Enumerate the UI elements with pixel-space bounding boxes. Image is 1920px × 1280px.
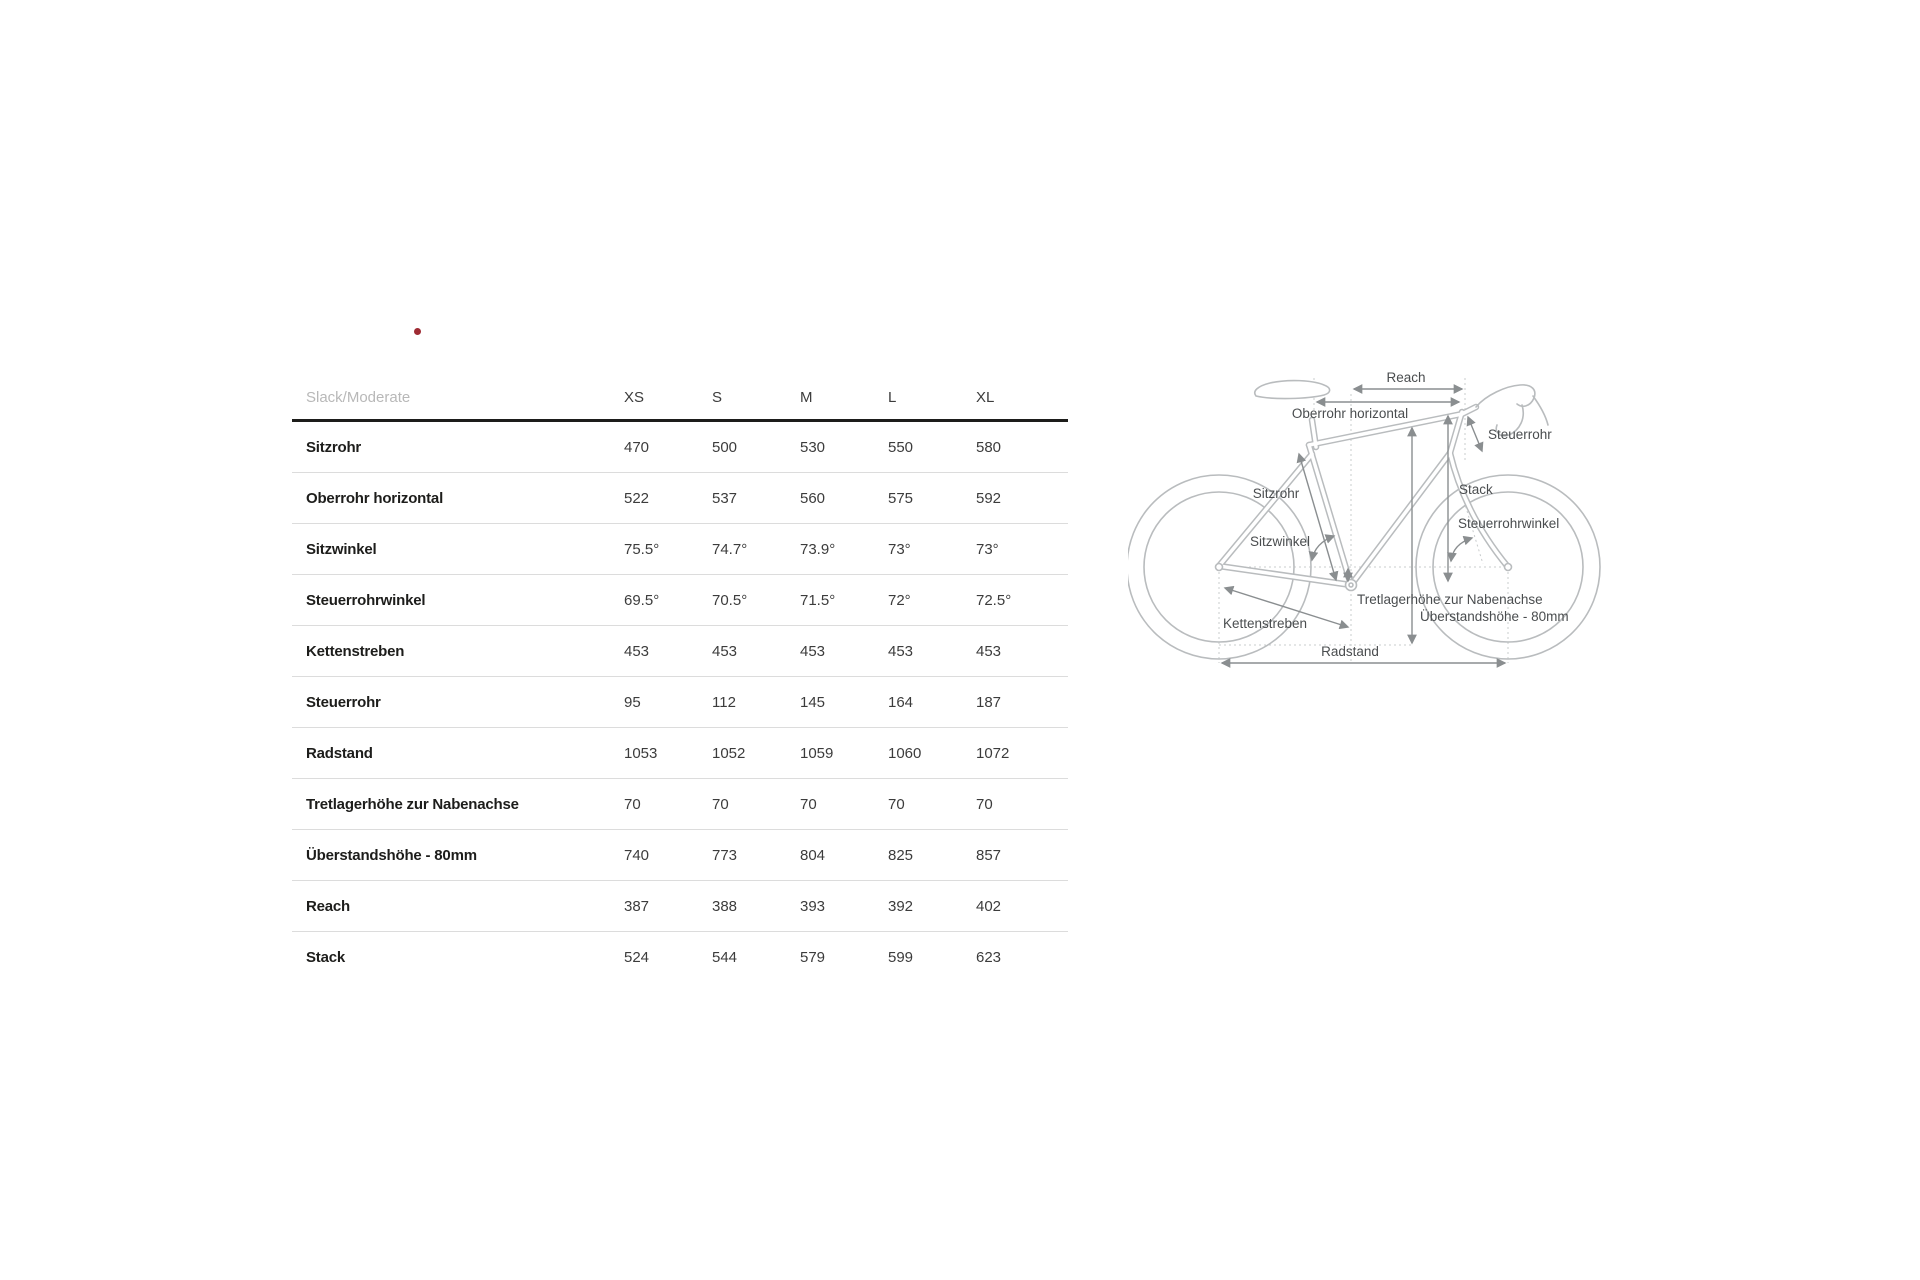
geo-value-cell: 70 [800, 795, 817, 813]
geo-value-cell: 392 [888, 897, 914, 915]
table-header-label: Slack/Moderate [306, 388, 411, 406]
geo-value-cell: 387 [624, 897, 650, 915]
geo-value-cell: 530 [800, 438, 826, 456]
geo-value-cell: 187 [976, 693, 1002, 711]
diagram-label-radstand: Radstand [1321, 644, 1379, 659]
geo-value-cell: 70 [624, 795, 641, 813]
row-label: Reach [306, 897, 351, 915]
row-label: Radstand [306, 744, 373, 762]
geo-value-cell: 145 [800, 693, 826, 711]
geo-value-cell: 70.5° [712, 591, 748, 609]
geo-value-cell: 453 [976, 642, 1002, 660]
geo-value-cell: 112 [712, 693, 736, 711]
table-header-row [292, 375, 1068, 422]
geo-value-cell: 804 [800, 846, 826, 864]
column-header-xs: XS [624, 388, 645, 406]
table-row-sitzwinkel [292, 524, 1068, 575]
geo-value-cell: 623 [976, 948, 1002, 966]
geo-value-cell: 524 [624, 948, 650, 966]
geo-value-cell: 592 [976, 489, 1002, 507]
table-row-kettenstreben [292, 626, 1068, 677]
geo-value-cell: 70 [888, 795, 905, 813]
row-label: Steuerrohr [306, 693, 381, 711]
row-label: Kettenstreben [306, 642, 405, 660]
row-label: Stack [306, 948, 346, 966]
table-row-ueberstandshoehe [292, 830, 1068, 881]
bike-geometry-diagram [1128, 350, 1698, 690]
geo-value-cell: 1072 [976, 744, 1010, 762]
geo-value-cell: 1052 [712, 744, 746, 762]
diagram-label-steuerrohr: Steuerrohr [1488, 427, 1552, 442]
column-header-s: S [712, 388, 723, 406]
geometry-table [292, 375, 1068, 982]
geo-value-cell: 537 [712, 489, 738, 507]
table-row-oberrohr [292, 473, 1068, 524]
diagram-label-sitzrohr: Sitzrohr [1252, 486, 1300, 501]
diagram-label-steuerrohrwinkel: Steuerrohrwinkel [1458, 516, 1560, 531]
geo-value-cell: 72° [888, 591, 911, 609]
geo-value-cell: 825 [888, 846, 914, 864]
geo-value-cell: 71.5° [800, 591, 836, 609]
geo-value-cell: 388 [712, 897, 738, 915]
diagram-label-oberrohr: Oberrohr horizontal [1291, 406, 1409, 421]
diagram-label-tretlagerhoehe: Tretlagerhöhe zur Nabenachse [1357, 592, 1543, 607]
row-label: Sitzwinkel [306, 540, 377, 558]
geo-value-cell: 453 [624, 642, 650, 660]
row-label: Überstandshöhe - 80mm [306, 846, 477, 864]
column-header-xl: XL [976, 388, 995, 406]
geo-value-cell: 74.7° [712, 540, 748, 558]
geo-value-cell: 550 [888, 438, 914, 456]
geo-value-cell: 857 [976, 846, 1002, 864]
column-header-l: L [888, 388, 897, 406]
row-label: Tretlagerhöhe zur Nabenachse [306, 795, 519, 813]
table-row-steuerrohrwinkel [292, 575, 1068, 626]
table-row-tretlagerhoehe [292, 779, 1068, 830]
geo-value-cell: 575 [888, 489, 914, 507]
geo-value-cell: 73° [976, 540, 999, 558]
geo-value-cell: 453 [712, 642, 738, 660]
geo-value-cell: 70 [976, 795, 993, 813]
geo-value-cell: 560 [800, 489, 826, 507]
geo-value-cell: 70 [712, 795, 729, 813]
geo-value-cell: 164 [888, 693, 914, 711]
bottom-bracket [1346, 580, 1357, 591]
diagram-label-sitzwinkel: Sitzwinkel [1249, 534, 1311, 549]
geo-value-cell: 1060 [888, 744, 922, 762]
table-row-reach [292, 881, 1068, 932]
geo-value-cell: 95 [624, 693, 641, 711]
geo-value-cell: 69.5° [624, 591, 660, 609]
geo-value-cell: 470 [624, 438, 650, 456]
geo-value-cell: 599 [888, 948, 914, 966]
geo-value-cell: 773 [712, 846, 738, 864]
geo-value-cell: 402 [976, 897, 1002, 915]
diagram-label-stack: Stack [1459, 482, 1493, 497]
geo-value-cell: 740 [624, 846, 650, 864]
table-row-stack [292, 932, 1068, 982]
diagram-label-kettenstreben: Kettenstreben [1222, 616, 1308, 631]
geo-value-cell: 579 [800, 948, 826, 966]
saddle [1255, 381, 1330, 399]
geo-value-cell: 1053 [624, 744, 658, 762]
steuerrohrwinkel-arc [1451, 538, 1472, 561]
column-header-m: M [800, 388, 813, 406]
geo-value-cell: 73.9° [800, 540, 836, 558]
rear-hub [1216, 564, 1223, 571]
geo-value-cell: 393 [800, 897, 826, 915]
table-row-steuerrohr [292, 677, 1068, 728]
geo-value-cell: 544 [712, 948, 738, 966]
geo-value-cell: 453 [800, 642, 826, 660]
geo-value-cell: 72.5° [976, 591, 1012, 609]
front-hub [1505, 564, 1512, 571]
geo-value-cell: 1059 [800, 744, 834, 762]
steuerrohr-arrow [1468, 417, 1482, 451]
geo-value-cell: 580 [976, 438, 1002, 456]
geo-value-cell: 500 [712, 438, 738, 456]
diagram-label-ueberstandshoehe: Überstandshöhe - 80mm [1420, 609, 1569, 624]
geo-value-cell: 73° [888, 540, 911, 558]
sitzwinkel-arc [1312, 536, 1334, 560]
geo-value-cell: 522 [624, 489, 650, 507]
diagram-label-reach: Reach [1386, 370, 1426, 385]
geo-value-cell: 75.5° [624, 540, 660, 558]
row-label: Sitzrohr [306, 438, 362, 456]
row-label: Steuerrohrwinkel [306, 591, 426, 609]
table-row-radstand [292, 728, 1068, 779]
geo-value-cell: 453 [888, 642, 914, 660]
accent-dot [414, 328, 421, 335]
table-row-sitzrohr [292, 422, 1068, 473]
row-label: Oberrohr horizontal [306, 489, 444, 507]
